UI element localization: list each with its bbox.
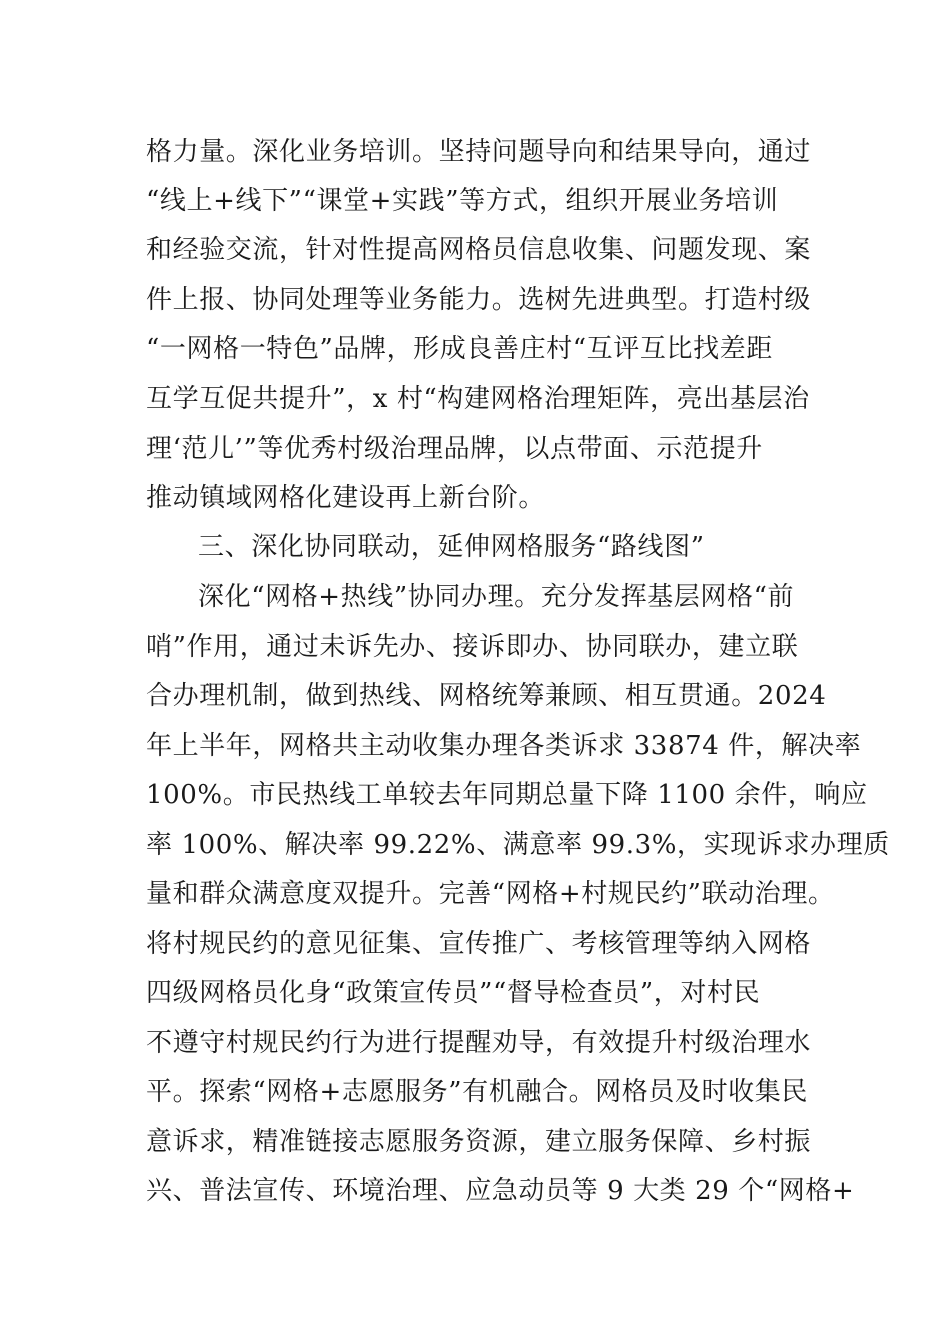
text-line-11: 哨”作用，通过未诉先办、接诉即办、协同联办，建立联 — [146, 632, 799, 662]
text-line-18: 四级网格员化身“政策宣传员”“督导检查员”，对村民 — [146, 978, 761, 1008]
text-line-8: 推动镇域网格化建设再上新台阶。 — [146, 483, 546, 513]
text-line-15: 率 100%、解决率 99.22%、满意率 99.3%，实现诉求办理质 — [146, 830, 890, 860]
text-line-14: 100%。市民热线工单较去年同期总量下降 1100 余件，响应 — [146, 780, 868, 810]
text-line-2: “线上+线下”“课堂+实践”等方式，组织开展业务培训 — [146, 186, 779, 216]
paragraph-start: 深化“网格+热线”协同办理。充分发挥基层网格“前 — [198, 582, 795, 612]
text-line-16: 量和群众满意度双提升。完善“网格+村规民约”联动治理。 — [146, 879, 835, 909]
text-line-20: 平。探索“网格+志愿服务”有机融合。网格员及时收集民 — [146, 1077, 808, 1107]
text-line-22: 兴、普法宣传、环境治理、应急动员等 9 大类 29 个“网格+ — [146, 1176, 855, 1206]
text-line-5: “一网格一特色”品牌，形成良善庄村“互评互比找差距 — [146, 334, 773, 364]
text-line-4: 件上报、协同处理等业务能力。选树先进典型。打造村级 — [146, 285, 812, 315]
text-line-7: 理‘范儿’”等优秀村级治理品牌，以点带面、示范提升 — [146, 434, 763, 464]
text-line-1: 格力量。深化业务培训。坚持问题导向和结果导向，通过 — [146, 137, 812, 167]
text-line-17: 将村规民约的意见征集、宣传推广、考核管理等纳入网格 — [146, 929, 812, 959]
text-line-12: 合办理机制，做到热线、网格统筹兼顾、相互贯通。2024 — [146, 681, 827, 711]
text-line-21: 意诉求，精准链接志愿服务资源，建立服务保障、乡村振 — [146, 1127, 812, 1157]
text-line-13: 年上半年，网格共主动收集办理各类诉求 33874 件，解决率 — [146, 731, 862, 761]
section-heading: 三、深化协同联动，延伸网格服务“路线图” — [198, 532, 705, 562]
text-line-19: 不遵守村规民约行为进行提醒劝导，有效提升村级治理水 — [146, 1028, 812, 1058]
text-line-6: 互学互促共提升”，x 村“构建网格治理矩阵，亮出基层治 — [146, 384, 810, 414]
text-line-3: 和经验交流，针对性提高网格员信息收集、问题发现、案 — [146, 235, 812, 265]
